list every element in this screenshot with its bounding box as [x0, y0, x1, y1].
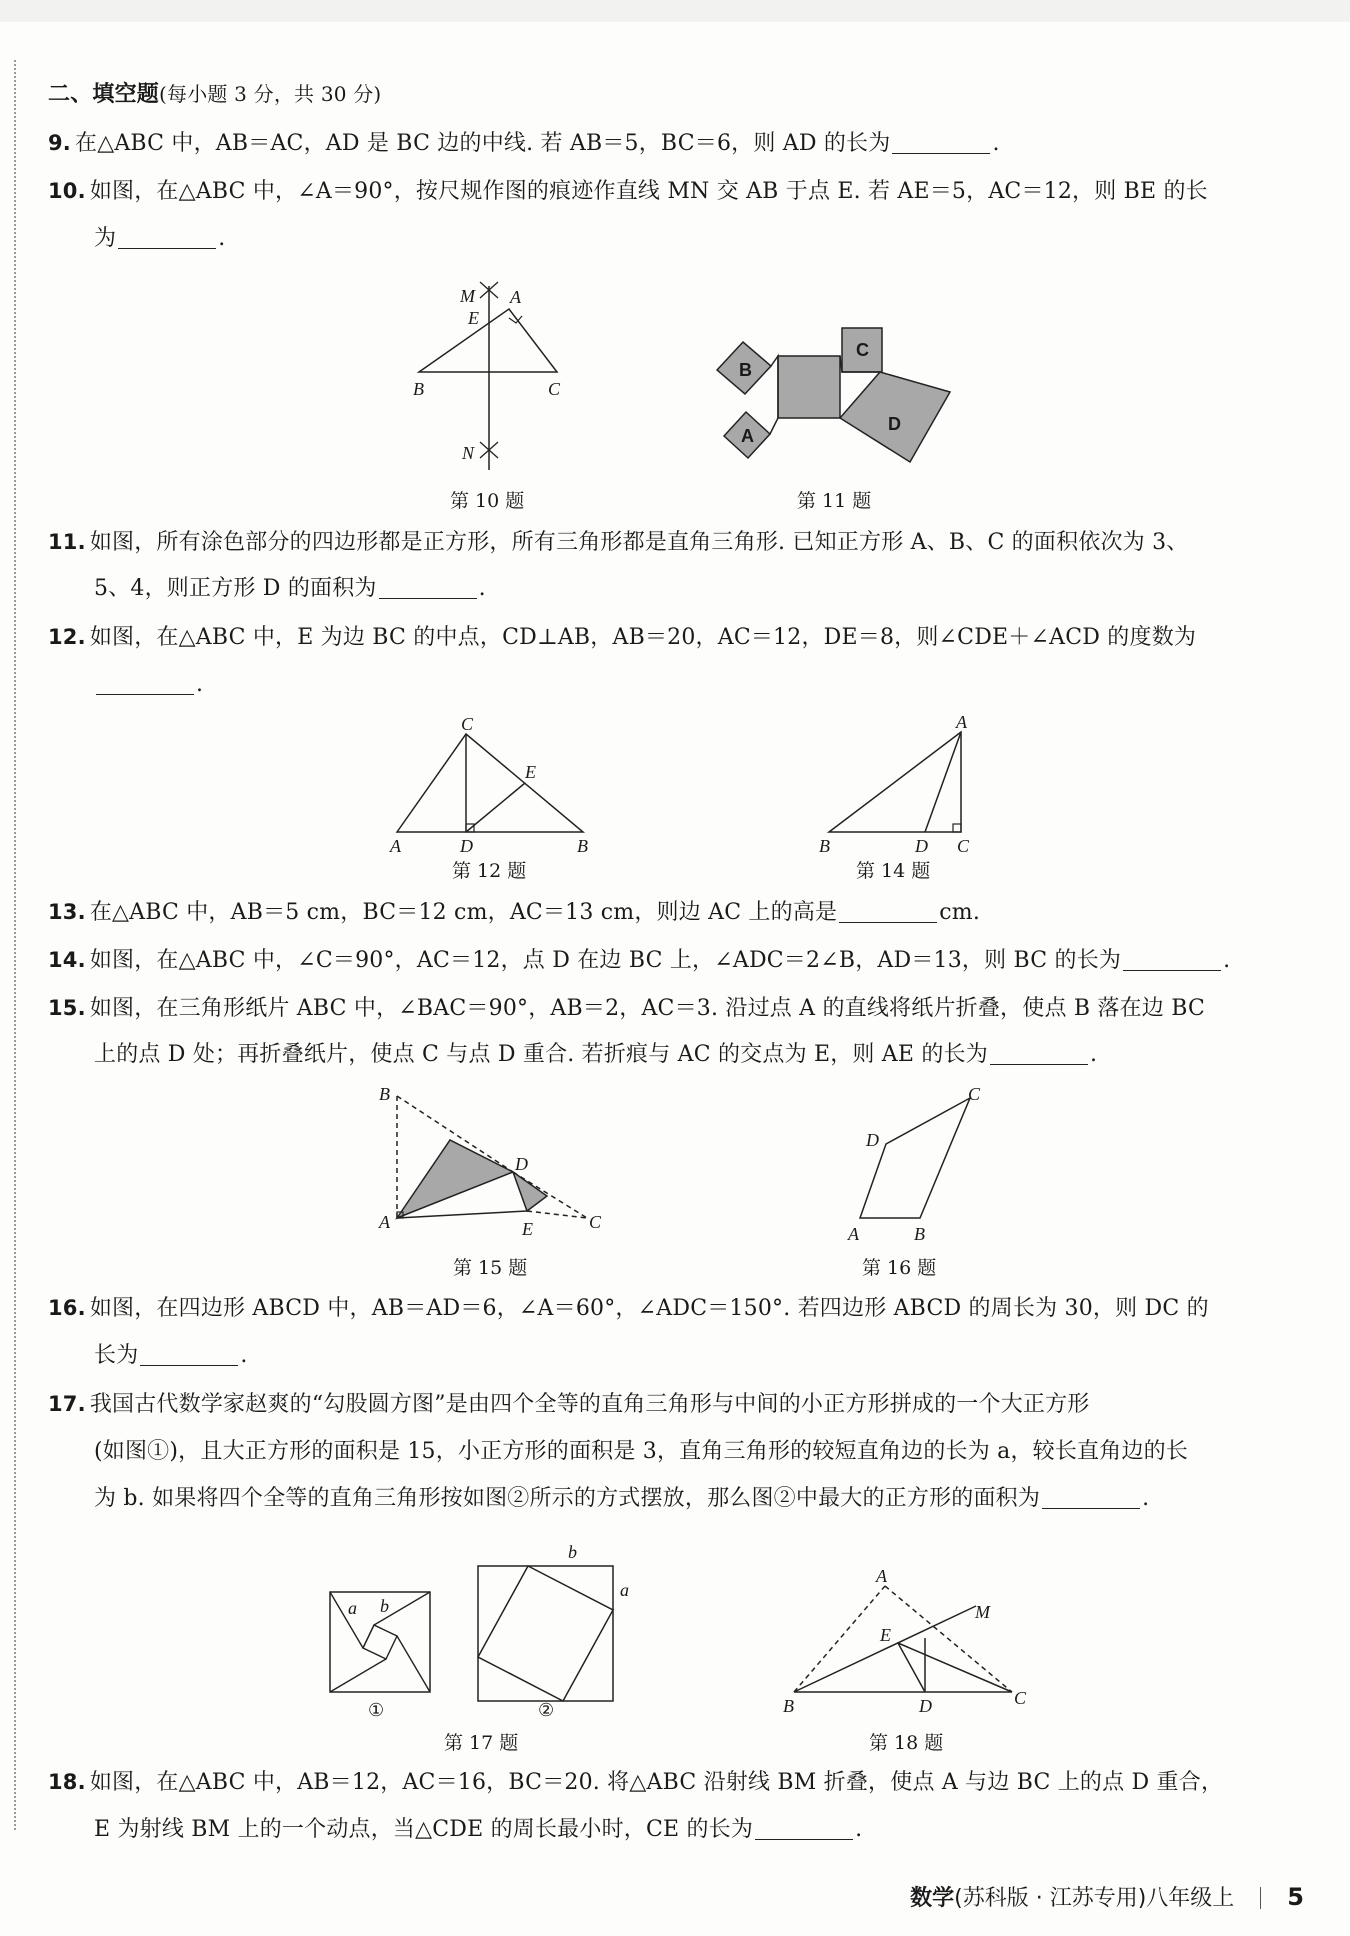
answer-blank[interactable] — [96, 672, 194, 695]
side-label-a: a — [348, 1598, 357, 1618]
point-label-A: A — [510, 287, 521, 307]
point-label-A: A — [379, 1212, 390, 1232]
point-label-M: M — [460, 286, 475, 306]
question-text: 上的点 D 处；再折叠纸片，使点 C 与点 D 重合. 若折痕与 AC 的交点为 E，则 AE 的长为 — [94, 1042, 988, 1067]
answer-blank[interactable] — [755, 1817, 853, 1840]
figure-marker-1: ① — [368, 1700, 385, 1720]
question-number: 9. — [48, 131, 71, 155]
question-text: 为 b. 如果将四个全等的直角三角形按如图②所示的方式摆放，那么图②中最大的正方形的面积为 — [94, 1486, 1041, 1511]
figure-14-caption: 第 14 题 — [856, 860, 931, 882]
question-number: 15. — [48, 996, 86, 1020]
question-text-end: . — [1089, 1042, 1098, 1067]
question-number: 17. — [48, 1392, 86, 1416]
question-number: 18. — [48, 1770, 86, 1794]
question-13 — [48, 897, 1298, 928]
figure-12-caption: 第 12 题 — [452, 860, 527, 882]
question-12-line-2 — [94, 670, 1344, 700]
question-text: 如图，在△ABC 中，E 为边 BC 的中点，CD⊥AB，AB＝20，AC＝12，DE＝8，则∠CDE＋∠ACD 的度数为 — [89, 625, 1197, 650]
point-label-B: B — [413, 379, 424, 399]
question-text: (如图①)，且大正方形的面积是 15，小正方形的面积是 3，直角三角形的较短直角边的长为 a，较长直角边的长 — [94, 1439, 1189, 1464]
question-text: 为 — [94, 226, 117, 251]
point-label-M: M — [975, 1602, 990, 1622]
footer-divider — [1260, 1887, 1261, 1909]
figure-15-caption: 第 15 题 — [453, 1257, 528, 1279]
answer-blank[interactable] — [118, 226, 216, 249]
point-label-D: D — [866, 1130, 879, 1150]
question-16 — [48, 1293, 1298, 1324]
page-number: 5 — [1287, 1883, 1304, 1911]
page-footer — [910, 1881, 1304, 1912]
question-text-end: . — [992, 131, 1000, 156]
question-text: 5、4，则正方形 D 的面积为 — [94, 576, 377, 601]
binding-margin-rule — [14, 60, 16, 1830]
question-text-end: . — [1223, 948, 1231, 973]
question-10 — [48, 176, 1298, 207]
question-text: 如图，在△ABC 中，∠A＝90°，按尺规作图的痕迹作直线 MN 交 AB 于点 E. 若 AE＝5，AC＝12，则 BE 的长 — [89, 179, 1208, 204]
figure-18-caption: 第 18 题 — [869, 1732, 944, 1754]
point-label-C: C — [589, 1212, 602, 1232]
point-label-C: C — [461, 718, 474, 734]
question-number: 14. — [48, 948, 86, 972]
figure-12 — [385, 718, 595, 856]
question-18 — [48, 1767, 1298, 1798]
point-label-A: A — [848, 1224, 859, 1244]
answer-blank[interactable] — [379, 576, 477, 599]
question-text-end: . — [218, 226, 226, 251]
question-number: 11. — [48, 530, 86, 554]
section-header — [48, 79, 1298, 110]
question-text: 如图，所有涂色部分的四边形都是正方形，所有三角形都是直角三角形. 已知正方形 A、B、C 的面积依次为 3、 — [89, 530, 1189, 555]
question-10-line-2 — [94, 224, 1344, 254]
question-text: 在△ABC 中，AB＝AC，AD 是 BC 边的中线. 若 AB＝5，BC＝6，则 AD 的长为 — [75, 131, 891, 156]
answer-blank[interactable] — [839, 900, 937, 923]
top-band — [0, 0, 1350, 22]
question-15-line-2 — [94, 1040, 1344, 1070]
question-text: 如图，在△ABC 中，∠C＝90°，AC＝12，点 D 在边 BC 上，∠ADC＝2∠B，AD＝13，则 BC 的长为 — [89, 948, 1122, 973]
point-label-C: C — [957, 836, 970, 856]
figure-10-caption: 第 10 题 — [450, 490, 525, 512]
point-label-D: D — [915, 836, 928, 856]
question-number: 10. — [48, 179, 86, 203]
point-label-C: C — [548, 379, 561, 399]
footer-subject: 数学 — [910, 1886, 955, 1911]
point-label-A: A — [876, 1570, 887, 1586]
point-label-A: A — [956, 714, 967, 732]
question-number: 13. — [48, 900, 86, 924]
square-label-D: D — [888, 414, 901, 434]
figure-14 — [815, 714, 985, 856]
side-label-b: b — [380, 1596, 389, 1616]
section-title: 二、填空题 — [48, 81, 160, 107]
question-number: 12. — [48, 625, 86, 649]
section-note: (每小题 3 分，共 30 分) — [159, 82, 382, 106]
point-label-E: E — [525, 762, 536, 782]
figure-15 — [375, 1088, 610, 1238]
question-11 — [48, 527, 1298, 558]
figure-10 — [405, 278, 580, 474]
question-text-end: . — [240, 1343, 248, 1368]
question-text: 如图，在四边形 ABCD 中，AB＝AD＝6，∠A＝60°，∠ADC＝150°. 若四边形 ABCD 的周长为 30，则 DC 的 — [89, 1296, 1209, 1321]
question-text: 如图，在三角形纸片 ABC 中，∠BAC＝90°，AB＝2，AC＝3. 沿过点 A 的直线将纸片折叠，使点 B 落在边 BC — [89, 996, 1205, 1021]
figure-11-caption: 第 11 题 — [797, 490, 872, 512]
point-label-C: C — [1014, 1688, 1027, 1708]
square-label-A: A — [741, 426, 754, 446]
point-label-E: E — [880, 1625, 891, 1645]
figure-marker-2: ② — [538, 1700, 555, 1720]
question-text: 我国古代数学家赵爽的“勾股圆方图”是由四个全等的直角三角形与中间的小正方形拼成的一个大正方形 — [89, 1392, 1090, 1417]
point-label-C: C — [968, 1084, 981, 1104]
point-label-E: E — [468, 308, 479, 328]
figure-16 — [830, 1082, 995, 1252]
point-label-B: B — [819, 836, 830, 856]
question-15 — [48, 993, 1298, 1024]
side-label-a: a — [620, 1580, 629, 1600]
answer-blank[interactable] — [140, 1343, 238, 1366]
question-16-line-2 — [94, 1341, 1344, 1371]
side-label-b: b — [568, 1542, 577, 1562]
answer-blank[interactable] — [1042, 1486, 1140, 1509]
point-label-N: N — [462, 443, 475, 463]
question-text-end: . — [1142, 1486, 1150, 1511]
point-label-B: B — [577, 836, 588, 856]
question-text: 如图，在△ABC 中，AB＝12，AC＝16，BC＝20. 将△ABC 沿射线 BM 折叠，使点 A 与边 BC 上的点 D 重合， — [89, 1770, 1224, 1795]
question-text-end: . — [855, 1817, 863, 1842]
point-label-A: A — [390, 836, 401, 856]
question-text: 长为 — [94, 1343, 139, 1368]
question-17-line-3 — [94, 1484, 1344, 1514]
question-number: 16. — [48, 1296, 86, 1320]
question-17 — [48, 1389, 1298, 1420]
point-label-D: D — [515, 1154, 528, 1174]
square-label-B: B — [739, 360, 752, 380]
question-18-line-2 — [94, 1815, 1344, 1845]
figure-17 — [318, 1530, 648, 1730]
question-11-line-2 — [94, 574, 1344, 604]
figure-17-caption: 第 17 题 — [444, 1732, 519, 1754]
question-text-end: cm. — [939, 900, 981, 925]
answer-blank[interactable] — [990, 1042, 1088, 1065]
figure-18 — [780, 1570, 1035, 1720]
point-label-B: B — [783, 1696, 794, 1716]
question-text: E 为射线 BM 上的一个动点，当△CDE 的周长最小时，CE 的长为 — [94, 1817, 754, 1842]
point-label-B: B — [379, 1088, 390, 1104]
point-label-B: B — [914, 1224, 925, 1244]
point-label-D: D — [460, 836, 473, 856]
question-9 — [48, 128, 1298, 159]
square-label-C: C — [856, 340, 869, 360]
question-17-line-2 — [94, 1437, 1344, 1467]
point-label-D: D — [919, 1696, 932, 1716]
point-label-E: E — [522, 1219, 533, 1238]
question-text: 在△ABC 中，AB＝5 cm，BC＝12 cm，AC＝13 cm，则边 AC 上的高是 — [89, 900, 838, 925]
question-14 — [48, 945, 1298, 976]
question-12 — [48, 622, 1298, 653]
question-text-end: . — [196, 672, 204, 697]
figure-16-caption: 第 16 题 — [862, 1257, 937, 1279]
footer-edition: (苏科版 · 江苏专用)八年级上 — [954, 1886, 1235, 1911]
answer-blank[interactable] — [1123, 948, 1221, 971]
answer-blank[interactable] — [892, 131, 990, 154]
question-text-end: . — [478, 576, 486, 601]
figure-11 — [712, 322, 972, 472]
